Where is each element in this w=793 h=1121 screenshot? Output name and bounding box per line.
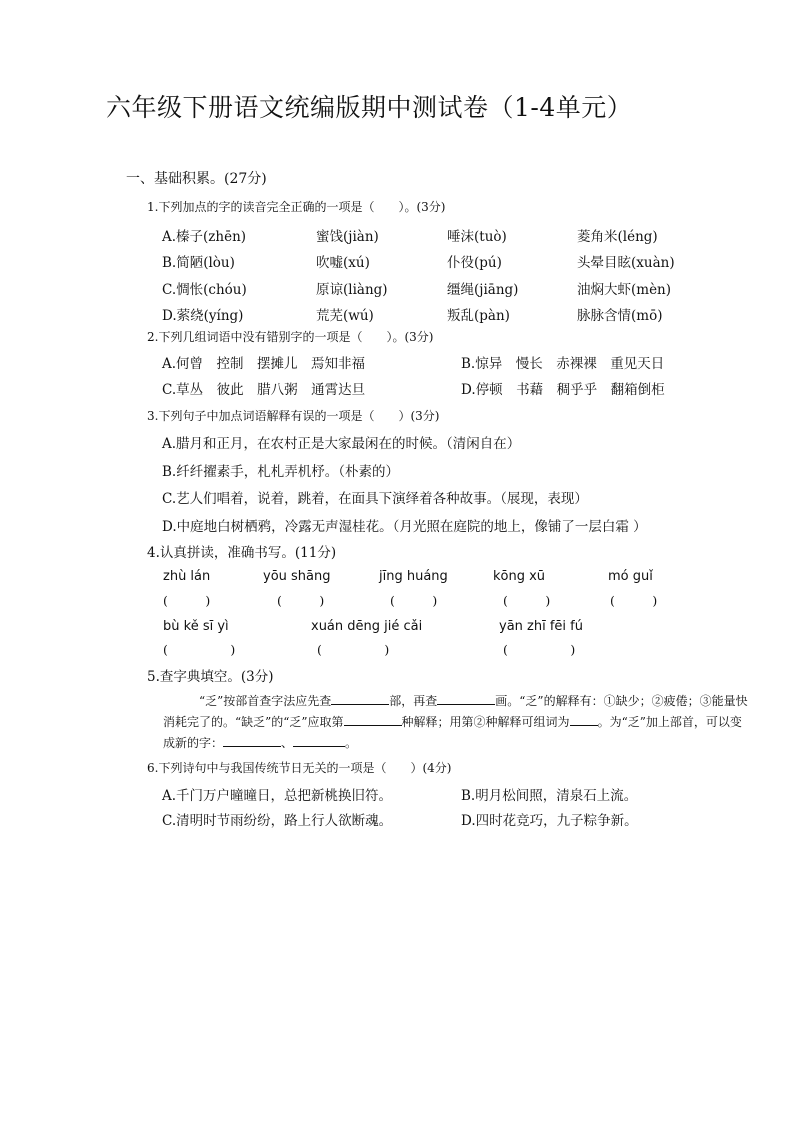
q1-option-d-2: 荒芜(wú) [316,308,374,324]
q2-option-c: C.草丛 彼此 腊八粥 通霄达旦 [162,382,366,398]
q1-option-b-2: 吹嘘(xú) [316,255,370,271]
q6-option-d: D.四时花竞巧，九子粽争新。 [461,813,638,829]
q1-option-a-3: 唾沫(tuò) [447,229,507,245]
pinyin-3: jīng huáng [379,569,448,584]
q5-text-2: 部，再查 [389,694,438,708]
q1-option-a-4: 菱角米(léng) [577,229,658,245]
q1-option-c-4: 油焖大虾(mèn) [577,282,672,298]
q1-option-a-2: 蜜饯(jiàn) [316,229,379,245]
answer-box-3[interactable]: ( ) [390,593,438,608]
answer-box-7[interactable]: ( ) [317,642,390,657]
pinyin-8: yān zhī fēi fú [499,619,583,634]
question-2-stem: 2.下列几组词语中没有错别字的一项是（ ）。(3分) [147,330,434,344]
answer-box-8[interactable]: ( ) [503,642,576,657]
q5-blank-1[interactable] [331,692,389,705]
q2-option-b: B.惊异 慢长 赤裸裸 重见天日 [461,356,665,372]
question-6-stem: 6.下列诗句中与我国传统节日无关的一项是（ ）(4分) [147,761,452,775]
question-5-stem: 5.查字典填空。(3分) [147,669,274,685]
q5-blank-6[interactable] [293,734,345,747]
q5-blank-2[interactable] [437,692,495,705]
pinyin-2: yōu shāng [263,569,331,584]
answer-box-4[interactable]: ( ) [503,593,551,608]
q3-option-d: D.中庭地白树栖鸦，冷露无声湿桂花。（月光照在庭院的地上，像铺了一层白霜 ） [162,519,647,535]
pinyin-6: bù kě sī yì [163,619,229,634]
answer-box-2[interactable]: ( ) [277,593,325,608]
q3-option-b: B.纤纤擢素手，札札弄机杼。（朴素的） [162,464,399,480]
answer-box-5[interactable]: ( ) [610,593,658,608]
section-heading: 一、基础积累。(27分) [126,171,267,187]
q5-text-4: 倦；③能量快消耗完了的。“缺乏”的“乏”应取第 [163,694,748,729]
q1-option-d-4: 脉脉含情(mō) [577,308,663,324]
q6-option-c: C.清明时节雨纷纷，路上行人欲断魂。 [162,813,393,829]
pinyin-7: xuán dēng jié cǎi [311,619,423,634]
q6-option-b: B.明月松间照，清泉石上流。 [461,788,638,804]
q5-blank-3[interactable] [344,713,402,726]
question-4-stem: 4.认真拼读，准确书写。(11分) [147,545,337,561]
q5-blank-5[interactable] [223,734,281,747]
q2-option-a: A.何曾 控制 摆摊儿 焉知非福 [162,356,366,372]
question-1-stem: 1.下列加点的字的读音完全正确的一项是（ ）。(3分) [147,200,446,214]
answer-box-1[interactable]: ( ) [163,593,211,608]
answer-box-6[interactable]: ( ) [163,642,236,657]
page-title: 六年级下册语文统编版期中测试卷（1-4单元） [106,93,633,122]
q5-blank-4[interactable] [570,713,598,726]
q1-option-c-3: 缰绳(jiāng) [447,282,519,298]
q2-option-d: D.停顿 书藉 稠乎乎 翻箱倒柜 [461,382,665,398]
question-3-stem: 3.下列句子中加点词语解释有误的一项是（ ）(3分) [147,409,440,423]
q5-text-1: “乏”按部首查字法应先查 [199,694,332,708]
q1-option-d-1: D.萦绕(yíng) [162,308,244,324]
q6-option-a: A.千门万户曈曈日，总把新桃换旧符。 [162,788,393,804]
q3-option-a: A.腊月和正月，在农村正是大家最闲在的时候。（清闲自在） [162,436,521,452]
q5-text-6: 。为“乏”加上部首，可以变成新的字： [163,715,742,750]
q1-option-a-1: A.榛子(zhēn) [162,229,247,245]
q5-text-3: 画。“乏”的解释有：①缺少；②疲 [495,694,676,708]
pinyin-1: zhù lán [163,569,211,584]
q3-option-c: C.艺人们唱着，说着，跳着，在面具下演绎着各种故事。（展现，表现） [162,491,588,507]
q1-option-c-2: 原谅(liàng) [316,282,388,298]
q5-text-8: 。 [345,736,358,750]
pinyin-4: kōng xū [493,569,546,584]
q1-option-b-1: B.简陋(lòu) [162,255,235,271]
q1-option-b-4: 头晕目眩(xuàn) [577,255,675,271]
q5-paragraph [163,691,748,754]
q5-text-7: 、 [281,736,294,750]
q1-option-b-3: 仆役(pú) [447,255,502,271]
pinyin-5: mó guǐ [608,569,653,584]
q5-text-5: 种解释；用第②种解释可组词为 [401,715,570,729]
q1-option-c-1: C.惆怅(chóu) [162,282,247,298]
q1-option-d-3: 叛乱(pàn) [447,308,510,324]
